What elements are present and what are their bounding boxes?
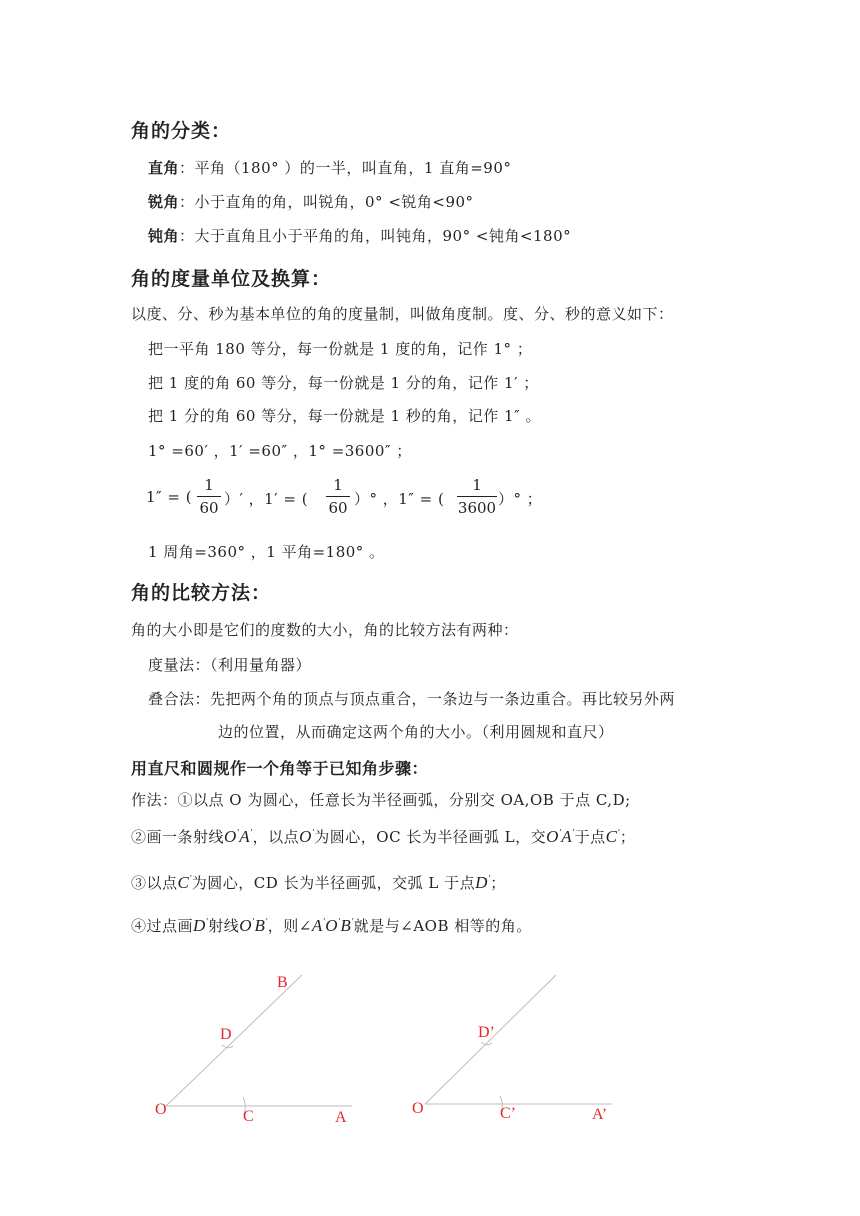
term-acute-angle: 锐角 bbox=[148, 193, 180, 211]
def-acute-angle-text: ：小于直角的角，叫锐角，0° <锐角<90° bbox=[179, 193, 474, 211]
heading-comparison: 角的比较方法： bbox=[131, 582, 272, 604]
def-acute-angle bbox=[148, 191, 474, 212]
fraction-part-4: ）° ； bbox=[498, 490, 543, 508]
fraction-numerator: 1 bbox=[204, 476, 214, 494]
fraction-bar bbox=[326, 496, 350, 497]
fraction-denominator: 60 bbox=[328, 499, 348, 517]
def-right-angle bbox=[148, 157, 511, 178]
fraction-denominator: 60 bbox=[199, 499, 219, 517]
comparison-overlap-2: 边的位置，从而确定这两个角的大小。（利用圆规和直尺） bbox=[218, 723, 614, 741]
label-O-prime: O bbox=[412, 1100, 424, 1117]
fraction-1-3600 bbox=[457, 476, 497, 517]
step4-text-c: ，则∠ bbox=[267, 917, 312, 935]
fraction-denominator: 3600 bbox=[457, 499, 497, 517]
construction-step-1: 作法：①以点 O 为圆心，任意长为半径画弧，分别交 OA,OB 于点 C,D; bbox=[131, 791, 631, 809]
ray-OB bbox=[166, 975, 302, 1106]
fraction-part-1: 1″ = ( bbox=[146, 488, 193, 506]
figure-constructed-angle bbox=[412, 975, 612, 1123]
step4-text-b: 射线 bbox=[208, 917, 240, 935]
math-point-D-prime: D' bbox=[475, 873, 491, 892]
math-point-C-prime: C' bbox=[177, 873, 192, 892]
units-line-2: 把 1 度的角 60 等分，每一份就是 1 分的角，记作 1′ ； bbox=[148, 374, 539, 392]
construction-step-3 bbox=[131, 872, 506, 893]
label-D: D bbox=[220, 1026, 232, 1043]
math-point-O-prime: O' bbox=[299, 827, 315, 846]
comparison-intro: 角的大小即是它们的度数的大小，角的比较方法有两种： bbox=[131, 621, 519, 639]
step4-text-d: 就是与∠AOB 相等的角。 bbox=[353, 917, 532, 935]
math-point-C-prime: C' bbox=[605, 827, 620, 846]
heading-construction: 用直尺和圆规作一个角等于已知角步骤： bbox=[131, 759, 429, 778]
fraction-numerator: 1 bbox=[333, 476, 343, 494]
def-obtuse-angle bbox=[148, 225, 571, 246]
label-C: C bbox=[243, 1108, 254, 1125]
term-right-angle: 直角 bbox=[148, 159, 180, 177]
fraction-1-60-a bbox=[197, 476, 221, 517]
comparison-overlap-1: 叠合法：先把两个角的顶点与顶点重合，一条边与一条边重合。再比较另外两 bbox=[148, 690, 676, 708]
term-obtuse-angle: 钝角 bbox=[148, 227, 180, 245]
step3-text-c: ； bbox=[490, 874, 506, 892]
step4-text-a: ④过点画 bbox=[131, 917, 194, 935]
label-O: O bbox=[155, 1101, 167, 1118]
step2-text-a: ②画一条射线 bbox=[131, 828, 225, 846]
math-ray-OB-prime: O'B' bbox=[239, 916, 268, 935]
units-intro: 以度、分、秒为基本单位的角的度量制，叫做角度制。度、分、秒的意义如下： bbox=[131, 305, 674, 323]
label-C-prime: C’ bbox=[500, 1105, 516, 1122]
step2-text-c: 为圆心，OC 长为半径画弧 L，交 bbox=[314, 828, 547, 846]
fraction-part-3: ）° ，1″ = ( bbox=[354, 490, 445, 508]
figure-original-angle bbox=[155, 974, 352, 1126]
heading-classification: 角的分类： bbox=[131, 120, 232, 142]
heading-units: 角的度量单位及换算： bbox=[131, 268, 332, 290]
math-point-D-prime: D' bbox=[193, 916, 209, 935]
units-line-4: 1° =60′ ，1′ =60″ ，1° =3600″ ； bbox=[148, 442, 412, 460]
math-ray-OA-prime-2: O'A' bbox=[546, 827, 575, 846]
construction-step-2 bbox=[131, 826, 635, 847]
fraction-numerator: 1 bbox=[472, 476, 482, 494]
comparison-measure: 度量法：（利用量角器） bbox=[148, 656, 312, 674]
label-B: B bbox=[277, 974, 288, 991]
def-obtuse-angle-text: ：大于直角且小于平角的角，叫钝角，90° <钝角<180° bbox=[179, 227, 572, 245]
construction-figures bbox=[0, 956, 860, 1216]
fraction-1-60-b bbox=[326, 476, 350, 517]
label-A-prime: A’ bbox=[592, 1106, 608, 1123]
step2-text-d: 于点 bbox=[574, 828, 606, 846]
construction-step-4 bbox=[131, 915, 532, 936]
def-right-angle-text: ：平角（180° ）的一半，叫直角，1 直角=90° bbox=[179, 159, 512, 177]
fraction-part-2: ）′ ，1′ = ( bbox=[224, 490, 309, 508]
label-D-prime: D’ bbox=[478, 1024, 495, 1041]
units-line-1: 把一平角 180 等分，每一份就是 1 度的角，记作 1° ； bbox=[148, 340, 533, 358]
step3-text-b: 为圆心，CD 长为半径画弧，交弧 L 于点 bbox=[191, 874, 476, 892]
step2-text-e: ； bbox=[619, 828, 636, 846]
units-line-3: 把 1 分的角 60 等分，每一份就是 1 秒的角，记作 1″ 。 bbox=[148, 407, 541, 425]
label-A: A bbox=[335, 1109, 347, 1126]
units-line-6: 1 周角=360° ，1 平角=180° 。 bbox=[148, 543, 385, 561]
step3-text-a: ③以点 bbox=[131, 874, 178, 892]
step2-text-b: ，以点 bbox=[252, 828, 300, 846]
fraction-bar bbox=[457, 496, 497, 497]
math-angle-AOB-prime: A'O'B' bbox=[311, 916, 354, 935]
fraction-bar bbox=[197, 496, 221, 497]
math-ray-OA-prime: O'A' bbox=[224, 827, 253, 846]
